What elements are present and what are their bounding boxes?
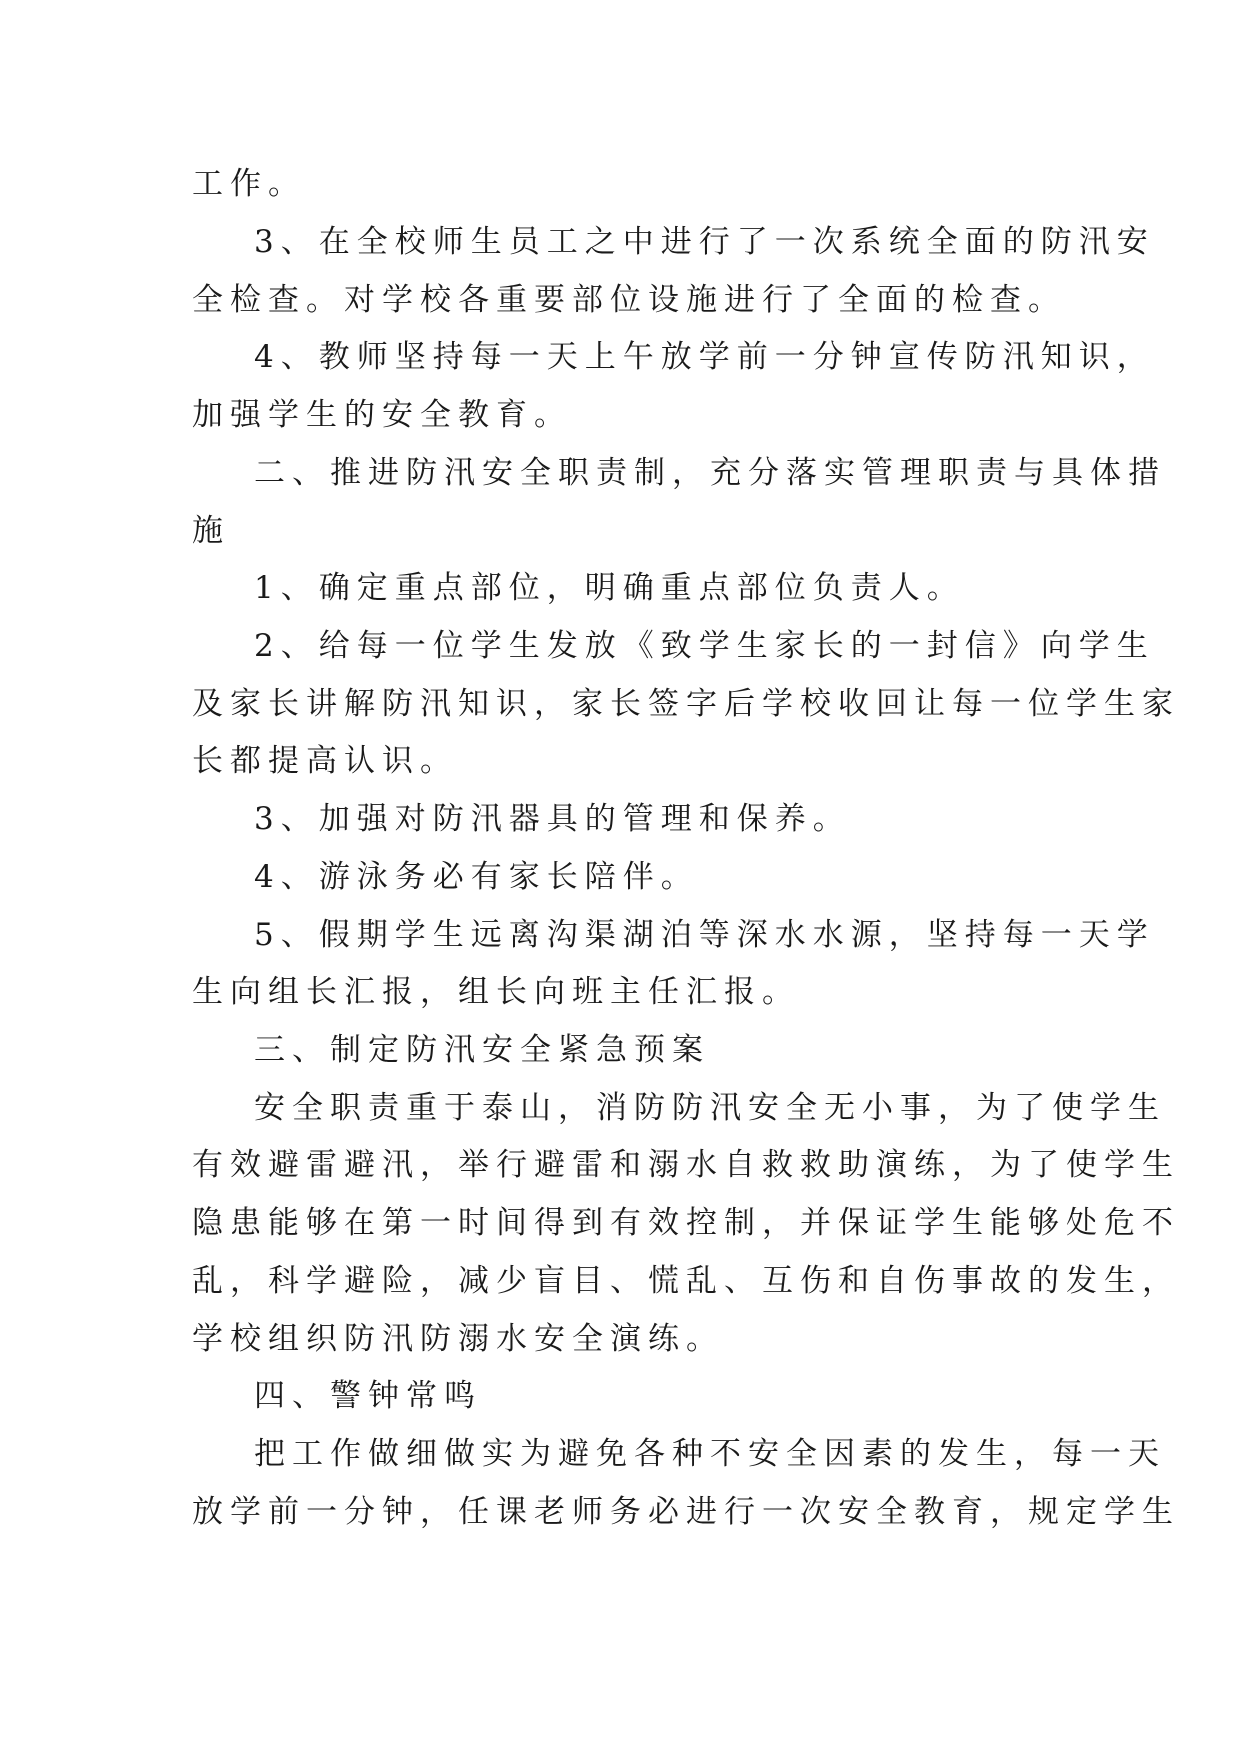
text-line: 3、加强对防汛器具的管理和保养。 [254, 801, 851, 837]
text-line: 工作。 [192, 166, 306, 202]
text-line: 全检查。对学校各重要部位设施进行了全面的检查。 [192, 282, 1066, 318]
text-line: 4、教师坚持每一天上午放学前一分钟宣传防汛知识， [254, 339, 1155, 375]
text-line: 长都提高认识。 [192, 743, 458, 779]
text-line: 4、游泳务必有家长陪伴。 [254, 859, 699, 895]
text-line: 1、确定重点部位，明确重点部位负责人。 [254, 570, 965, 606]
text-line: 及家长讲解防汛知识，家长签字后学校收回让每一位学生家 [192, 686, 1180, 722]
text-line: 安全职责重于泰山，消防防汛安全无小事，为了使学生 [254, 1090, 1166, 1126]
section-heading: 三、制定防汛安全紧急预案 [254, 1032, 710, 1068]
text-line: 乱，科学避险，减少盲目、慌乱、互伤和自伤事故的发生， [192, 1263, 1180, 1299]
text-line: 学校组织防汛防溺水安全演练。 [192, 1321, 724, 1357]
text-line: 生向组长汇报，组长向班主任汇报。 [192, 974, 800, 1010]
text-line: 隐患能够在第一时间得到有效控制，并保证学生能够处危不 [192, 1205, 1180, 1241]
text-line: 有效避雷避汛，举行避雷和溺水自救救助演练，为了使学生 [192, 1147, 1180, 1183]
text-line: 3、在全校师生员工之中进行了一次系统全面的防汛安 [254, 224, 1155, 260]
section-heading: 二、推进防汛安全职责制，充分落实管理职责与具体措 [254, 455, 1166, 491]
text-line: 5、假期学生远离沟渠湖泊等深水水源，坚持每一天学 [254, 917, 1155, 953]
section-heading: 四、警钟常鸣 [254, 1378, 482, 1414]
text-line: 放学前一分钟，任课老师务必进行一次安全教育，规定学生 [192, 1494, 1180, 1530]
text-line: 加强学生的安全教育。 [192, 397, 572, 433]
text-line: 2、给每一位学生发放《致学生家长的一封信》向学生 [254, 628, 1155, 664]
text-line: 施 [192, 513, 230, 549]
text-line: 把工作做细做实为避免各种不安全因素的发生，每一天 [254, 1436, 1166, 1472]
